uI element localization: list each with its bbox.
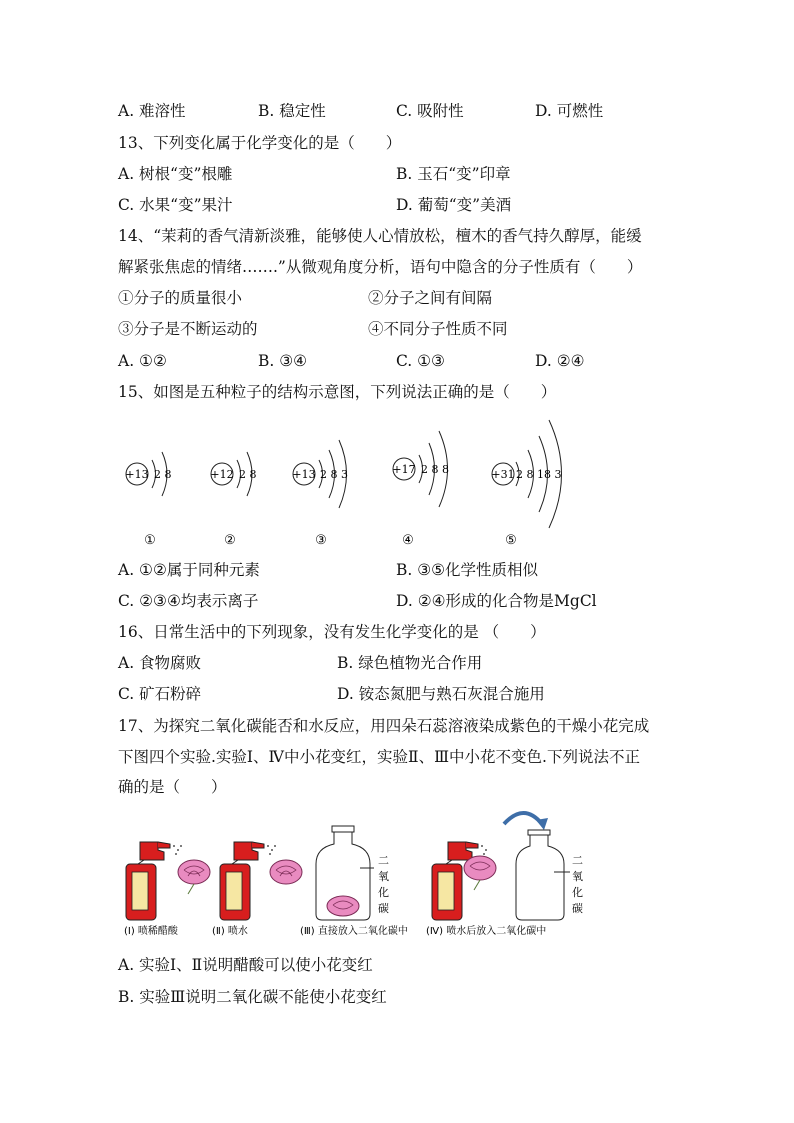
experiment-2-caption: (Ⅱ) 喷水 — [212, 926, 248, 937]
q15-option-d: D. ②④形成的化合物是MgCl — [396, 592, 597, 610]
q16-option-b: B. 绿色植物光合作用 — [337, 654, 483, 672]
q12-option-b: B. 稳定性 — [258, 102, 326, 120]
experiment-4-caption: (Ⅳ) 喷水后放入二氧化碳中 — [426, 926, 547, 937]
particle-5 — [491, 420, 561, 548]
q12-option-a: A. 难溶性 — [118, 102, 186, 120]
co2-experiment-figure — [118, 806, 598, 938]
particle-4-label: ④ — [402, 533, 414, 548]
q14-option-b: B. ③④ — [258, 352, 308, 370]
q17-stem-line3: 确的是（ ） — [118, 778, 227, 796]
particle-2-label: ② — [224, 533, 236, 548]
q14-stem-line1: 14、“茉莉的香气清新淡雅，能够使人心情放松，檀木的香气持久醇厚，能缓 — [118, 227, 642, 245]
particle-1-nucleus: +13 — [125, 468, 149, 481]
particle-2 — [210, 452, 256, 548]
particle-4-nucleus: +17 — [392, 463, 416, 476]
q17-option-b: B. 实验Ⅲ说明二氧化碳不能使小花变红 — [118, 988, 387, 1006]
flower-4 — [464, 856, 496, 890]
particle-2-nucleus: +12 — [210, 468, 234, 481]
flower-1 — [178, 860, 210, 894]
flower-3 — [327, 896, 359, 916]
particle-2-shells: 2 8 — [239, 468, 257, 481]
q14-statement-3: ③分子是不断运动的 — [118, 320, 258, 338]
gas-label-4-char4: 碳 — [572, 902, 583, 915]
experiment-4 — [426, 813, 583, 937]
atomic-structure-diagram — [118, 412, 578, 552]
gas-label-4-char3: 化 — [572, 886, 583, 899]
particle-1 — [125, 452, 171, 548]
q13-option-b: B. 玉石“变”印章 — [396, 165, 511, 183]
q14-option-c: C. ①③ — [396, 352, 445, 370]
particle-3-label: ③ — [315, 533, 327, 548]
experiment-1-caption: (I) 喷稀醋酸 — [124, 926, 178, 937]
particle-4-shells: 2 8 8 — [421, 463, 449, 476]
q13-option-d: D. 葡萄“变”美酒 — [396, 196, 512, 214]
q17-stem-line2: 下图四个实验.实验Ⅰ、Ⅳ中小花变红，实验Ⅱ、Ⅲ中小花不变色.下列说法不正 — [118, 748, 640, 766]
q15-option-a: A. ①②属于同种元素 — [118, 561, 260, 579]
particle-4 — [392, 431, 449, 548]
q16-stem: 16、日常生活中的下列现象，没有发生化学变化的是 （ ） — [118, 623, 546, 641]
q17-option-a: A. 实验Ⅰ、Ⅱ说明醋酸可以使小花变红 — [118, 956, 373, 974]
q14-statement-2: ②分子之间有间隔 — [368, 289, 493, 307]
q17-stem-line1: 17、为探究二氧化碳能否和水反应，用四朵石蕊溶液染成紫色的干燥小花完成 — [118, 717, 650, 735]
q14-stem-line2: 解紧张焦虑的情绪…….”从微观角度分析，语句中隐含的分子性质有（ ） — [118, 258, 643, 276]
gas-label-4-char2: 氧 — [572, 870, 583, 883]
q14-statement-1: ①分子的质量很小 — [118, 289, 243, 307]
particle-3-nucleus: +13 — [292, 468, 316, 481]
gas-label-3-char2: 氧 — [378, 870, 389, 883]
q16-option-d: D. 铵态氮肥与熟石灰混合施用 — [337, 685, 545, 703]
q16-option-a: A. 食物腐败 — [118, 654, 202, 672]
gas-label-3-char1: 二 — [378, 854, 389, 867]
gas-label-3-char3: 化 — [378, 886, 389, 899]
experiment-3-caption: (Ⅲ) 直接放入二氧化碳中 — [300, 926, 408, 937]
q14-option-d: D. ②④ — [535, 352, 585, 370]
flower-2 — [270, 860, 302, 884]
experiment-3 — [300, 826, 408, 937]
q14-option-a: A. ①② — [118, 352, 167, 370]
particle-3 — [292, 440, 348, 548]
q13-stem: 13、下列变化属于化学变化的是（ ） — [118, 134, 402, 152]
q13-option-a: A. 树根“变”根雕 — [118, 165, 233, 183]
q12-option-d: D. 可燃性 — [535, 102, 604, 120]
q16-option-c: C. 矿石粉碎 — [118, 685, 202, 703]
q13-option-c: C. 水果“变”果汁 — [118, 196, 233, 214]
particle-3-shells: 2 8 3 — [320, 468, 348, 481]
particle-1-label: ① — [144, 533, 156, 548]
q15-option-c: C. ②③④均表示离子 — [118, 592, 259, 610]
q15-stem: 15、如图是五种粒子的结构示意图，下列说法正确的是（ ） — [118, 383, 557, 401]
gas-jar-4 — [516, 834, 564, 920]
gas-label-3-char4: 碳 — [378, 902, 389, 915]
particle-5-label: ⑤ — [505, 533, 517, 548]
curved-arrow-icon — [504, 813, 542, 824]
gas-label-4-char1: 二 — [572, 854, 583, 867]
q14-statement-4: ④不同分子性质不同 — [368, 320, 508, 338]
particle-5-nucleus: +31 — [491, 468, 515, 481]
experiment-1 — [124, 842, 210, 937]
particle-5-shells: 2 8 18 3 — [516, 468, 562, 481]
q12-option-c: C. 吸附性 — [396, 102, 464, 120]
q15-option-b: B. ③⑤化学性质相似 — [396, 561, 539, 579]
experiment-2 — [212, 842, 302, 937]
particle-1-shells: 2 8 — [154, 468, 172, 481]
